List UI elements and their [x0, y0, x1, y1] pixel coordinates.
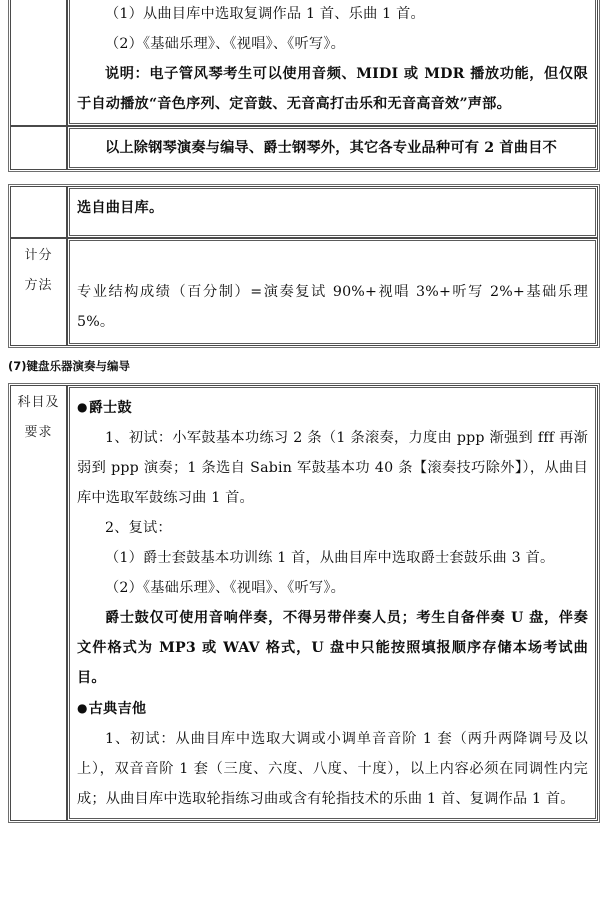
- row-label-cell: [10, 0, 67, 126]
- label-line: 计分: [24, 248, 53, 263]
- row-content-cell: [67, 186, 598, 238]
- paragraph: 选自曲目库。: [77, 200, 164, 216]
- paragraph: 爵士鼓仅可使用音响伴奏，不得另带伴奏人员；考生自备伴奏 U 盘，伴奏文件格式为 MP3 或 WAV 格式，U 盘中只能按照填报顺序存储本场考试曲目。: [77, 610, 588, 686]
- row-content-cell: [67, 385, 598, 821]
- label-line: 科目及: [17, 395, 60, 410]
- row-content-cell: [67, 0, 598, 126]
- table-row: [10, 126, 598, 170]
- paragraph: （1）从曲目库中选取复调作品 1 首、乐曲 1 首。: [105, 6, 425, 22]
- cell-inner-frame: [69, 188, 596, 236]
- paragraph: 1、初试：从曲目库中选取大调或小调单音音阶 1 套（两升两降调号及以上），双音音阶 1 套（三度、六度、八度、十度），以上内容必须在同调性内完成；从曲目库中选取轮指练习曲或含有轮指技术的乐曲 1 首、复调作品 1 首。: [77, 731, 588, 807]
- subheading-classical-guitar: [77, 693, 588, 724]
- subheading-text: 爵士鼓: [88, 400, 132, 416]
- paragraph: 说明：电子管风琴考生可以使用音频、MIDI 或 MDR 播放功能，但仅限于自动播放“音色序列、定音鼓、无音高打击乐和无音高音效”声部。: [77, 66, 588, 112]
- cell-inner-frame: [69, 0, 596, 124]
- paragraph: 1、初试：小军鼓基本功练习 2 条（1 条滚奏，力度由 ppp 渐强到 fff 再渐弱到 ppp 演奏；1 条选自 Sabin 军鼓基本功 40 条【滚奏技巧除外】），从曲目库中选取军鼓练习曲 1 首。: [77, 430, 588, 506]
- table-row: [10, 0, 598, 126]
- page-break-gap: [0, 172, 609, 184]
- row-label-cell: [10, 126, 67, 170]
- table-row: [10, 238, 598, 346]
- paragraph: （2）《基础乐理》、《视唱》、《听写》。: [105, 580, 345, 596]
- scoring-method-label: [10, 238, 67, 346]
- paragraph: 专业结构成绩（百分制）=演奏复试 90%+视唱 3%+听写 2%+基础乐理 5%。: [77, 284, 588, 330]
- paragraph: （2）《基础乐理》、《视唱》、《听写》。: [105, 36, 345, 52]
- cell-inner-frame: [69, 128, 596, 168]
- table-row: [10, 186, 598, 238]
- label-line: 要求: [24, 425, 53, 440]
- subheading-text: 古典吉他: [88, 701, 147, 717]
- exam-table-mid-fragment: [8, 184, 600, 348]
- cell-inner-frame: [69, 387, 596, 819]
- subject-requirements-label: [10, 385, 67, 821]
- section-caption: (7)键盘乐器演奏与编导: [8, 359, 131, 373]
- bullet-dot-icon: ●: [77, 701, 88, 715]
- paragraph: 以上除钢琴演奏与编导、爵士钢琴外，其它各专业品种可有 2 首曲目不: [105, 140, 557, 156]
- paragraph: 2、复试：: [105, 520, 172, 536]
- table-row: [10, 385, 598, 821]
- exam-table-top-fragment: [8, 0, 600, 172]
- row-content-cell: [67, 238, 598, 346]
- label-line: 方法: [24, 278, 53, 293]
- paragraph: （1）爵士套鼓基本功训练 1 首，从曲目库中选取爵士套鼓乐曲 3 首。: [105, 550, 555, 566]
- cell-inner-frame: [69, 240, 596, 344]
- exam-table-bottom-fragment: [8, 383, 600, 823]
- row-label-cell: [10, 186, 67, 238]
- subheading-jazz-drum: [77, 392, 588, 423]
- bullet-dot-icon: ●: [77, 400, 88, 414]
- row-content-cell: [67, 126, 598, 170]
